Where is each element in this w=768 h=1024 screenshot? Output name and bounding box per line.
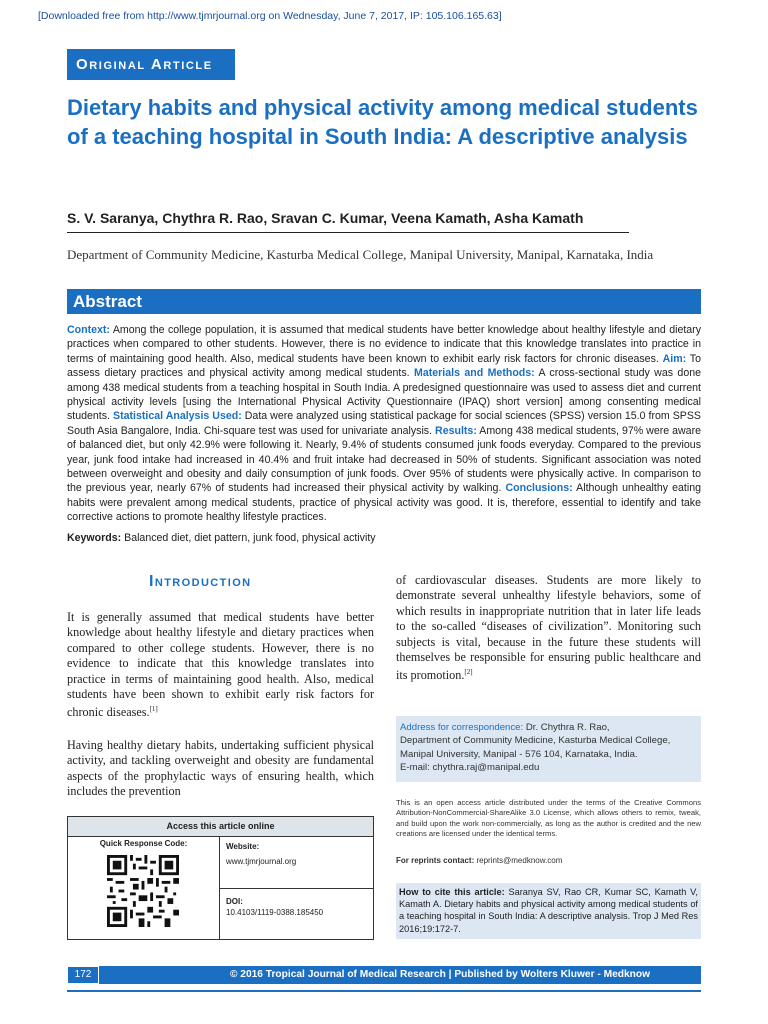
- qr-label: Quick Response Code:: [99, 839, 188, 848]
- intro-p3-text: of cardiovascular diseases. Students are more likely to demonstrate several unhealthy lifestyle behaviors, some of which results in inappropriate nutrition that in later life leads to the so-called “diseases of civilization”. Monitoring such subjects is vital, because in the future these students will themselves be responsible for ensuring public healthcare and its promotion.: [396, 573, 701, 683]
- correspondence-name: Dr. Chythra R. Rao,: [525, 722, 610, 733]
- context-label: Context:: [67, 324, 110, 336]
- website-link[interactable]: www.tjmrjournal.org: [226, 857, 297, 866]
- reprints-email[interactable]: reprints@medknow.com: [476, 856, 563, 865]
- website-label: Website:: [226, 842, 260, 851]
- correspondence-line1: Department of Community Medicine, Kasturba Medical College,: [400, 735, 671, 747]
- conclusions-label: Conclusions:: [505, 482, 573, 495]
- footer-rule: [67, 990, 701, 992]
- license-text: This is an open access article distributed under the terms of the Creative Commons Attribution-NonCommercial-ShareAlike 3.0 License, which allows others to remix, tweak, and build upon the work non-commercially, as long as the author is credited and the new creations are licensed under the identical terms.: [396, 798, 701, 839]
- intro-paragraph-1: [67, 610, 374, 721]
- affiliation: Department of Community Medicine, Kasturba Medical College, Manipal University, Manipal, Karnataka, India: [67, 247, 654, 262]
- doi-cell: [219, 888, 373, 939]
- introduction-heading: Introduction: [149, 573, 252, 590]
- context-text: Among the college population, it is assumed that medical students have better knowledge about healthy lifestyle and dietary practices when compared to other students. However, there is no evidence to indicate that this knowledge translates into practice in terms of maintaining good health. Also, medical students have been known to exhibit early risk factors for chronic diseases.: [67, 324, 701, 365]
- reprints: [396, 856, 562, 865]
- doi-label: DOI:: [226, 897, 243, 906]
- authors-rule: [67, 232, 629, 233]
- article-type-badge: Original Article: [67, 49, 235, 80]
- stats-text: Data were analyzed using statistical package for social sciences (SPSS) version 15.0 from SPSS South Asia Bangalore, India. Chi-square test was used for univariate analysis.: [67, 410, 701, 437]
- access-article-box: [67, 816, 374, 940]
- correspondence-email[interactable]: E-mail: chythra.raj@manipal.edu: [400, 762, 540, 774]
- qr-cell: [68, 836, 220, 939]
- methods-text: A cross-sectional study was done among 438 medical students from a teaching hospital in South India. A predesigned questionnaire was used to assess diet and current physical activity levels [using the International Physical Activity Questionnaire (IPAQ) short version] among consenting medical students.: [67, 367, 701, 423]
- correspondence-box: [396, 716, 701, 782]
- results-label: Results:: [435, 424, 477, 437]
- website-cell: [219, 836, 373, 889]
- ref-1[interactable]: [1]: [149, 705, 158, 714]
- intro-paragraph-2: Having healthy dietary habits, undertaking sufficient physical activity, and tackling overweight and obesity are fundamental aspects of the prophylactic ways of ensuring health, which includes the prevention: [67, 738, 374, 799]
- keywords-text: Balanced diet, diet pattern, junk food, physical activity: [124, 532, 376, 544]
- correspondence-label: Address for correspondence:: [400, 722, 524, 733]
- keywords: [67, 532, 701, 544]
- methods-label: Materials and Methods:: [414, 367, 535, 380]
- intro-p1-text: It is generally assumed that medical students have better knowledge about healthy lifestyle and dietary practices when compared to other college students. However, there is no evidence to indicate that this knowledge translates into practice in terms of maintaining good health. Also, medical students have been shown to exhibit early risk factors for chronic diseases.: [67, 610, 374, 720]
- intro-paragraph-3: [396, 573, 701, 684]
- article-title: Dietary habits and physical activity among medical students of a teaching hospital in South India: A descriptive analysis: [67, 95, 698, 149]
- qr-code-icon[interactable]: [107, 855, 179, 927]
- footer-text: © 2016 Tropical Journal of Medical Research | Published by Wolters Kluwer - Medknow: [229, 969, 651, 980]
- correspondence-line2: Manipal University, Manipal - 576 104, Karnataka, India.: [400, 748, 638, 760]
- ref-2[interactable]: [2]: [464, 668, 473, 677]
- abstract-heading: Abstract: [67, 289, 701, 314]
- abstract-body: [67, 323, 701, 525]
- cite-text: Saranya SV, Rao CR, Kumar SC, Kamath V, Kamath A. Dietary habits and physical activity among medical students of a teaching hospital in South India: A descriptive analysis. Trop J Med Res 2016;19:172-7.: [399, 887, 698, 934]
- stats-label: Statistical Analysis Used:: [113, 410, 242, 423]
- how-to-cite-box: [396, 883, 701, 939]
- page-number: 172: [67, 966, 99, 984]
- keywords-label: Keywords:: [67, 532, 122, 544]
- results-text: Among 438 medical students, 97% were aware of balanced diet, but only 42.9% were following it. Nearly, 9.4% of students consumed junk foods everyday. Compared to the previous year, junk food intake had increased in 40.4% and fruit intake had decreased in 50% of students. Significant association was noted between overweight and obesity and daily consumption of junk foods. Over 95% of students were physically active. In comparison to the previous year, nearly 67% of students had increased their physical activity by walking.: [67, 424, 701, 495]
- authors: S. V. Saranya, Chythra R. Rao, Sravan C. Kumar, Veena Kamath, Asha Kamath: [67, 210, 584, 226]
- doi-value[interactable]: 10.4103/1119-0388.185450: [226, 908, 324, 917]
- reprints-label: For reprints contact:: [396, 856, 475, 865]
- cite-label: How to cite this article:: [399, 887, 505, 897]
- aim-label: Aim:: [662, 352, 687, 365]
- conclusions-text: Although unhealthy eating habits were prevalent among medical students, practice of physical activity was good. It is, therefore, essential to identify and take corrective actions to promote healthy lifestyle practices.: [67, 482, 701, 524]
- download-note: [Downloaded free from http://www.tjmrjournal.org on Wednesday, June 7, 2017, IP: 105.106.165.63]: [38, 10, 502, 22]
- aim-text: To assess dietary practices and physical activity among medical students.: [67, 352, 701, 380]
- access-heading: Access this article online: [68, 817, 373, 837]
